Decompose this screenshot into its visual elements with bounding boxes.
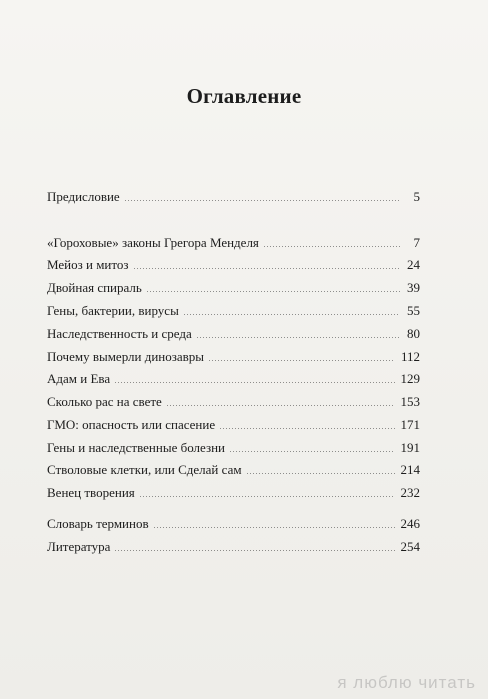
toc-entry-page: 39 — [407, 280, 420, 295]
toc-dot-leader — [166, 405, 395, 406]
toc-entry-page: 232 — [400, 485, 420, 500]
toc-entry-title: «Гороховые» законы Грегора Менделя — [47, 235, 259, 250]
toc-dot-leader — [246, 473, 395, 474]
toc-entry-title: Наследственность и среда — [47, 326, 192, 341]
toc-entry — [47, 323, 420, 341]
toc-entry-page: 129 — [400, 371, 420, 386]
toc-dot-leader — [146, 291, 400, 292]
toc-dot-leader — [153, 527, 395, 528]
toc-entry-title: Венец творения — [47, 485, 135, 500]
toc-entry-page: 7 — [413, 235, 420, 250]
toc-entry — [47, 482, 420, 500]
toc-entry-title: ГМО: опасность или спасение — [47, 417, 216, 432]
toc-entry-page: 80 — [407, 326, 420, 341]
toc-entry — [47, 186, 420, 204]
toc-entry-page: 214 — [400, 462, 420, 477]
toc-dot-leader — [133, 268, 400, 269]
toc-entry-page: 171 — [400, 417, 420, 432]
toc-entry — [47, 437, 420, 455]
watermark-text: я люблю читать — [337, 673, 476, 692]
toc-entry-title: Почему вымерли динозавры — [47, 349, 205, 364]
toc-entry-title: Гены, бактерии, вирусы — [47, 303, 179, 318]
toc-entry-title: Гены и наследственные болезни — [47, 440, 226, 455]
toc-entry — [47, 513, 420, 531]
toc-dot-leader — [219, 428, 394, 429]
toc-entry-page: 24 — [407, 257, 420, 272]
toc-entry-page: 5 — [413, 189, 420, 204]
toc-entry-title: Стволовые клетки, или Сделай сам — [47, 462, 242, 477]
toc-entry — [47, 368, 420, 386]
toc-entry — [47, 414, 420, 432]
toc-entry-title: Адам и Ева — [47, 371, 111, 386]
toc-entry — [47, 459, 420, 477]
toc-entry-page: 153 — [400, 394, 420, 409]
toc-dot-leader — [208, 360, 395, 361]
toc-dot-leader — [114, 550, 394, 551]
toc-entry-title: Сколько рас на свете — [47, 394, 162, 409]
toc-dot-leader — [124, 200, 400, 201]
toc-dot-leader — [139, 496, 395, 497]
toc-dot-leader — [183, 314, 400, 315]
page-title: Оглавление — [186, 84, 302, 108]
toc-entry-page: 254 — [400, 539, 420, 554]
toc-dot-leader — [263, 246, 400, 247]
toc-entry — [47, 536, 420, 554]
toc-entry — [47, 300, 420, 318]
toc-dot-leader — [229, 451, 394, 452]
toc-entry-title: Мейоз и митоз — [47, 257, 129, 272]
toc-entry — [47, 277, 420, 295]
toc-entry — [47, 254, 420, 272]
toc-entry-title: Предисловие — [47, 189, 120, 204]
toc-entry-page: 112 — [400, 349, 420, 364]
toc-dot-leader — [196, 337, 400, 338]
toc-entry — [47, 391, 420, 409]
toc-entry-page: 191 — [400, 440, 420, 455]
toc-entry — [47, 346, 420, 364]
toc-entry-page: 246 — [400, 516, 420, 531]
toc-entry-title: Литература — [47, 539, 111, 554]
toc-entry — [47, 232, 420, 250]
toc-entry-page: 55 — [407, 303, 420, 318]
toc-entry-title: Двойная спираль — [47, 280, 142, 295]
toc-dot-leader — [114, 382, 394, 383]
toc-entry-title: Словарь терминов — [47, 516, 149, 531]
